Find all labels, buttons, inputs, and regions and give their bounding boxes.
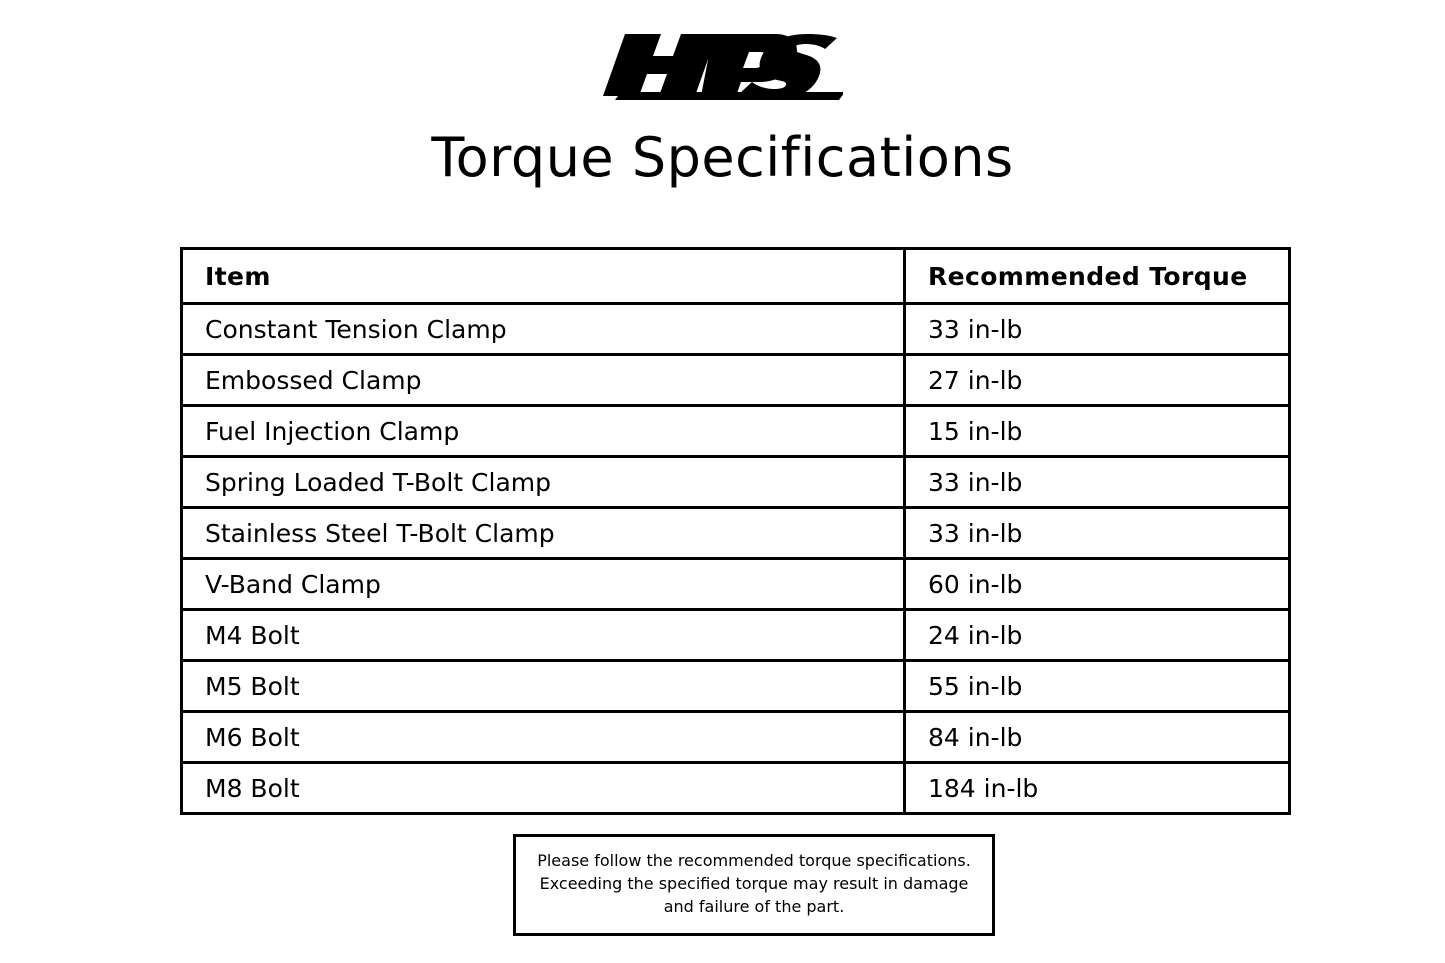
brand-logo: [0, 30, 1445, 104]
table-row: [182, 406, 1290, 457]
table-row: [182, 457, 1290, 508]
table-row: [182, 508, 1290, 559]
cell-item: Spring Loaded T-Bolt Clamp: [182, 457, 905, 508]
cell-item: V-Band Clamp: [182, 559, 905, 610]
hps-logo-icon: [603, 30, 843, 100]
cell-item: M8 Bolt: [182, 763, 905, 814]
cell-torque: 33 in-lb: [905, 508, 1290, 559]
cell-item: Embossed Clamp: [182, 355, 905, 406]
cell-torque: 55 in-lb: [905, 661, 1290, 712]
cell-torque: 33 in-lb: [905, 304, 1290, 355]
note-line-1: Please follow the recommended torque specifications.: [537, 851, 971, 870]
cell-torque: 33 in-lb: [905, 457, 1290, 508]
cell-torque: 27 in-lb: [905, 355, 1290, 406]
column-header-item: Item: [182, 249, 905, 304]
table-row: [182, 661, 1290, 712]
cell-item: Fuel Injection Clamp: [182, 406, 905, 457]
table-header-row: [182, 249, 1290, 304]
cell-item: Constant Tension Clamp: [182, 304, 905, 355]
table-row: [182, 610, 1290, 661]
cell-torque: 60 in-lb: [905, 559, 1290, 610]
column-header-torque: Recommended Torque: [905, 249, 1290, 304]
cell-item: M6 Bolt: [182, 712, 905, 763]
cell-torque: 24 in-lb: [905, 610, 1290, 661]
cell-item: M4 Bolt: [182, 610, 905, 661]
page-title: Torque Specifications: [431, 126, 1014, 189]
note-line-2: Exceeding the specified torque may result in damage: [539, 874, 969, 894]
cell-torque: 184 in-lb: [905, 763, 1290, 814]
cell-torque: 15 in-lb: [905, 406, 1290, 457]
table-row: [182, 355, 1290, 406]
cell-item: M5 Bolt: [182, 661, 905, 712]
table-row: [182, 763, 1290, 814]
note-line-3: and failure of the part.: [663, 897, 845, 917]
torque-specifications-table: [180, 247, 1291, 815]
table-row: [182, 712, 1290, 763]
cell-item: Stainless Steel T-Bolt Clamp: [182, 508, 905, 559]
warning-note: [513, 834, 995, 936]
table-row: [182, 559, 1290, 610]
cell-torque: 84 in-lb: [905, 712, 1290, 763]
table-row: [182, 304, 1290, 355]
